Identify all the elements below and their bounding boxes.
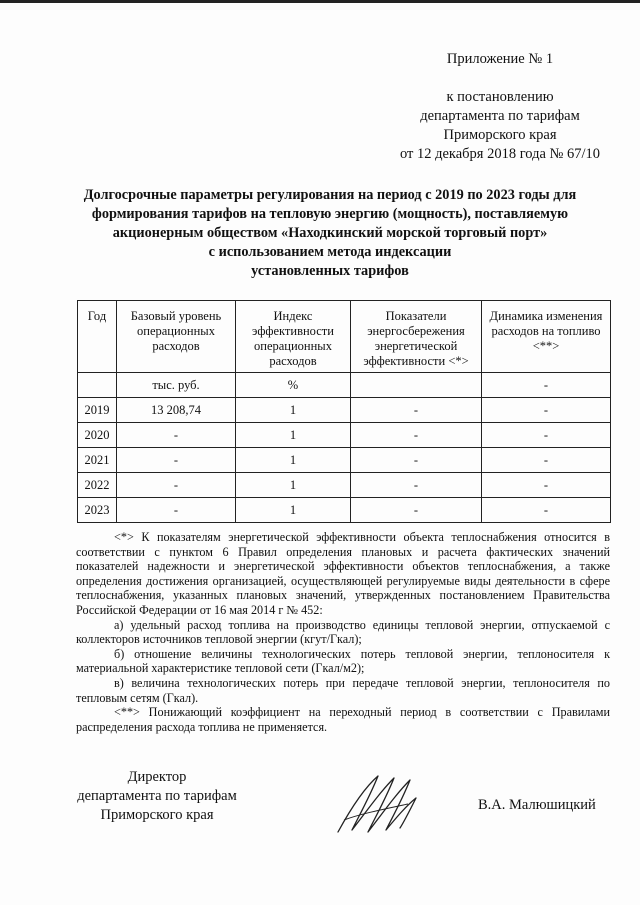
appendix-number: Приложение № 1 <box>446 51 554 67</box>
table-cell: 13 208,74 <box>117 398 236 423</box>
approval-line: департамента по тарифам <box>420 108 580 124</box>
table-cell: 1 <box>236 498 351 523</box>
table-units-row <box>78 373 611 398</box>
footnote-fuel-coefficient: <**> Понижающий коэффициент на переходный период в соответствии с Правилами распределения расхода топлива не применяется. <box>76 705 610 734</box>
signatory-role-line: Директор <box>127 769 187 785</box>
table-row <box>78 498 611 523</box>
table-header-row <box>78 301 611 373</box>
table-cell: - <box>482 498 611 523</box>
signatory-role-line: департамента по тарифам <box>77 788 237 804</box>
table-cell: 1 <box>236 473 351 498</box>
table-cell <box>78 373 117 398</box>
parameters-table <box>77 300 611 523</box>
footnote-energy-efficiency: <*> К показателям энергетической эффективности объекта теплоснабжения относится в соответствии с пунктом 6 Правил определения плановых и расчета фактических значений показателей надежности и энергетической эффективности объектов теплоснабжения, а также определения достижения организацией, осуществляющей регулируемые виды деятельности в сфере теплоснабжения, указанных плановых значений, утвержденных постановлением Правительства Российской Федерации от 16 мая 2014 г № 452: <box>76 530 610 617</box>
scan-top-edge <box>0 0 640 3</box>
table-cell: 1 <box>236 423 351 448</box>
title-line: с использованием метода индексации <box>208 244 452 260</box>
table-cell: - <box>351 448 482 473</box>
table-cell: % <box>236 373 351 398</box>
title-line: формирования тарифов на тепловую энергию (мощность), поставляемую <box>91 206 569 222</box>
table-cell <box>351 373 482 398</box>
signatory-name: В.А. Малюшицкий <box>478 797 596 813</box>
approval-line: к постановлению <box>446 89 554 105</box>
table-cell: 2022 <box>78 473 117 498</box>
signatory-role-line: Приморского края <box>100 807 214 823</box>
table-cell: - <box>351 498 482 523</box>
table-cell: - <box>482 423 611 448</box>
table-cell: 2021 <box>78 448 117 473</box>
handwritten-signature <box>330 770 440 840</box>
approval-block <box>380 88 620 164</box>
table-cell: - <box>117 498 236 523</box>
col-header-base-opex: Базовый уровень операционных расходов <box>117 301 236 373</box>
table-row <box>78 448 611 473</box>
footnotes <box>76 530 610 734</box>
approval-date-line: от 12 декабря 2018 года № 67/10 <box>399 146 601 162</box>
table-cell: - <box>117 448 236 473</box>
table-row <box>78 423 611 448</box>
table-cell: - <box>351 398 482 423</box>
table-cell: - <box>482 448 611 473</box>
table-cell: 1 <box>236 398 351 423</box>
table-cell: - <box>351 473 482 498</box>
title-line: Долгосрочные параметры регулирования на период с 2019 по 2023 годы для <box>83 187 577 203</box>
table-row <box>78 473 611 498</box>
title-line: акционерным обществом «Находкинский морской торговый порт» <box>112 225 548 241</box>
table-cell: 1 <box>236 448 351 473</box>
title-line: установленных тарифов <box>251 263 409 279</box>
table-cell: тыс. руб. <box>117 373 236 398</box>
table-cell: 2020 <box>78 423 117 448</box>
col-header-energy-saving: Показатели энергосбережения энергетической эффективности <*> <box>351 301 482 373</box>
table-cell: 2019 <box>78 398 117 423</box>
table-cell: - <box>482 473 611 498</box>
table-cell: 2023 <box>78 498 117 523</box>
col-header-efficiency-index: Индекс эффективности операционных расходов <box>236 301 351 373</box>
approval-line: Приморского края <box>443 127 557 143</box>
table-cell: - <box>351 423 482 448</box>
col-header-fuel-dynamics: Динамика изменения расходов на топливо <**> <box>482 301 611 373</box>
table-cell: - <box>117 473 236 498</box>
footnote-item-c: в) величина технологических потерь при передаче тепловой энергии, теплоносителя по тепловым сетям (Гкал). <box>76 675 610 705</box>
table-cell: - <box>117 423 236 448</box>
table-row <box>78 398 611 423</box>
table-cell: - <box>482 373 611 398</box>
signatory-title <box>62 768 252 825</box>
document-title <box>60 186 600 281</box>
col-header-year: Год <box>78 301 117 373</box>
footnote-item-b: б) отношение величины технологических потерь тепловой энергии, теплоносителя к материальной характеристике тепловой сети (Гкал/м2); <box>76 646 610 676</box>
footnote-item-a: а) удельный расход топлива на производство единицы тепловой энергии, отпускаемой с коллекторов источников тепловой энергии (кгут/Гкал); <box>76 617 610 647</box>
table-cell: - <box>482 398 611 423</box>
